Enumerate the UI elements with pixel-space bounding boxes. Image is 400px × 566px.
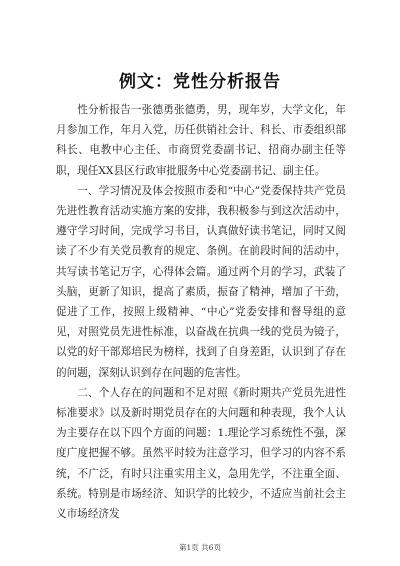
paragraph-intro: 性分析报告一张德勇张德勇，男，现年岁，大学文化，年月参加工作，年月入党，历任供销社会计、科长、市委组织部科长、电教中心主任、市商贸党委副书记、招商办副主任等职，现任XX县区行政审批服务中心党委副书记、副主任。	[56, 104, 346, 177]
page-footer: 第1页 共6页	[179, 543, 221, 552]
paragraph-problems: 二、个人存在的问题和不足对照《新时期共产党员先进性标准要求》以及新时期党员存在的大问题和种表现，我个人认为主要存在以下四个方面的问题：1.理论学习系统性不强，深度广度把握不够。虽然平时较为注意学习，但学习的内容不系统，不广泛，有时只注重实用主义，急用先学，不注重全面、系统。特别是市场经济、知识学的比较少，不适应当前社会主义市场经济发	[56, 386, 346, 521]
document-body	[56, 100, 346, 524]
paragraph-study: 一、学习情况及体会按照市委和“中心”党委保持共产党员先进性教育活动实施方案的安排，我积极参与到这次活动中，遵守学习时间，完成学习书目，认真做好读书笔记，同时又阅读了不少有关党员教育的规定、条例。在前段时间的活动中，共写读书笔记万字，心得体会篇。通过两个月的学习，武装了头脑，更新了知识，提高了素质，振奋了精神，增加了干劲，促进了工作，按照上级精神、“中心”党委安排和督导组的意见，对照党员先进性标准，以奋战在抗典一线的党员为镜子，以党的好干部郑培民为榜样，找到了自身差距，认识到了存在的问题，深刻认识到存在问题的危害性。	[56, 184, 346, 379]
document-title: 例文：党性分析报告	[119, 72, 281, 92]
